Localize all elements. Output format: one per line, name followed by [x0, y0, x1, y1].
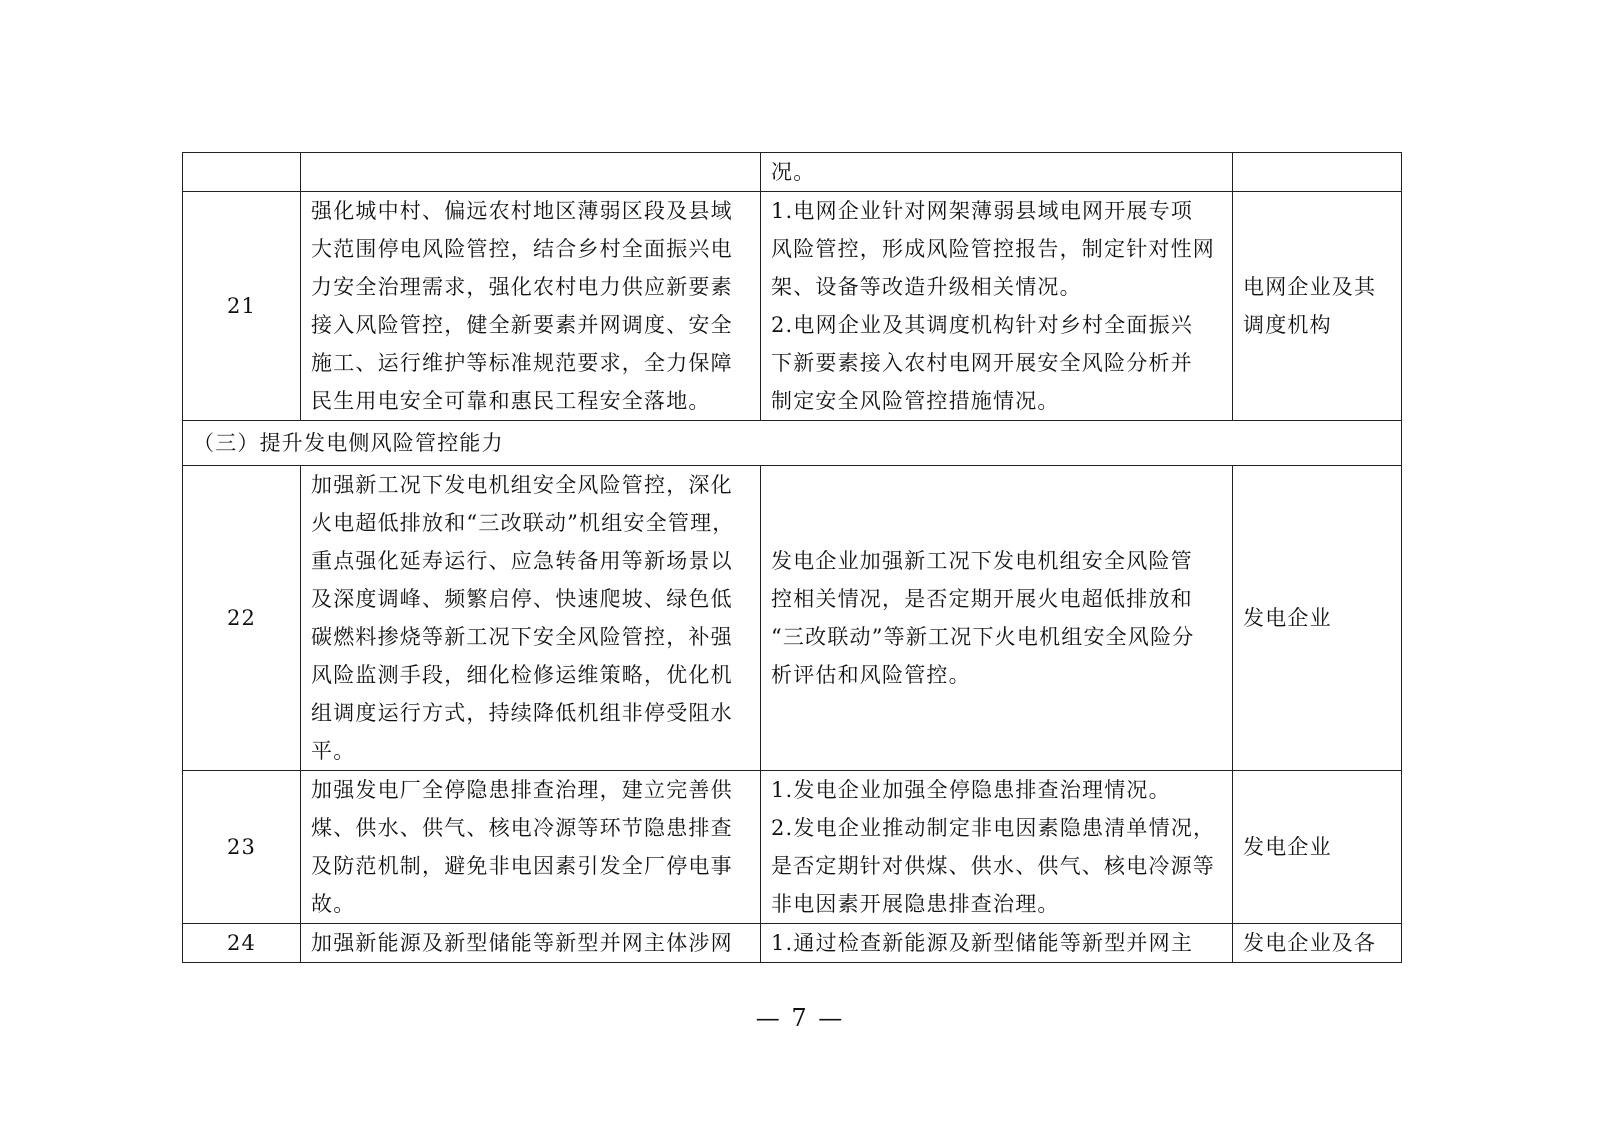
task-table	[182, 152, 1402, 963]
responsible-line: 发电企业	[1243, 606, 1332, 630]
check-line: 1.发电企业加强全停隐患排查治理情况。	[771, 778, 1171, 802]
task-line: 加强新能源及新型储能等新型并网主体涉网	[311, 931, 733, 955]
responsible-cell	[1233, 924, 1402, 963]
table-row-continuation	[183, 153, 1402, 192]
row-number-cell: 23	[183, 771, 301, 924]
task-cell	[301, 771, 761, 924]
task-line: 碳燃料掺烧等新工况下安全风险管控，补强	[311, 625, 733, 649]
task-line: 风险监测手段，细化检修运维策略，优化机	[311, 663, 733, 687]
task-line: 火电超低排放和“三改联动”机组安全管理，	[311, 511, 735, 535]
check-line: 析评估和风险管控。	[771, 663, 971, 687]
responsible-cell	[1233, 153, 1402, 192]
task-line: 及防范机制，避免非电因素引发全厂停电事	[311, 854, 733, 878]
check-line: 2.发电企业推动制定非电因素隐患清单情况，	[771, 816, 1216, 840]
check-line: 架、设备等改造升级相关情况。	[771, 275, 1082, 299]
task-line: 民生用电安全可靠和惠民工程安全落地。	[311, 389, 711, 413]
task-line: 故。	[311, 892, 356, 916]
task-cell	[301, 466, 761, 771]
task-line: 煤、供水、供气、核电冷源等环节隐患排查	[311, 816, 733, 840]
check-cell: 况。	[761, 153, 1233, 192]
responsible-line: 发电企业	[1243, 835, 1332, 859]
task-line: 大范围停电风险管控，结合乡村全面振兴电	[311, 237, 733, 261]
task-line: 施工、运行维护等标准规范要求，全力保障	[311, 351, 733, 375]
check-line: 2.电网企业及其调度机构针对乡村全面振兴	[771, 313, 1194, 337]
check-line: 非电因素开展隐患排查治理。	[771, 892, 1060, 916]
check-line: 1.通过检查新能源及新型储能等新型并网主	[771, 931, 1194, 955]
responsible-line: 调度机构	[1243, 313, 1332, 337]
check-line: 风险管控，形成风险管控报告，制定针对性网	[771, 237, 1215, 261]
check-line: 制定安全风险管控措施情况。	[771, 389, 1060, 413]
task-cell	[301, 924, 761, 963]
check-cell	[761, 771, 1233, 924]
row-number-cell	[183, 153, 301, 192]
check-line: 控相关情况，是否定期开展火电超低排放和	[771, 587, 1193, 611]
table-row-23	[183, 771, 1402, 924]
task-cell	[301, 192, 761, 421]
check-cell	[761, 924, 1233, 963]
check-line: 1.电网企业针对网架薄弱县域电网开展专项	[771, 199, 1194, 223]
task-line: 组调度运行方式，持续降低机组非停受阻水	[311, 701, 733, 725]
responsible-cell	[1233, 771, 1402, 924]
table-row-22	[183, 466, 1402, 771]
row-number-cell: 24	[183, 924, 301, 963]
check-line: 下新要素接入农村电网开展安全风险分析并	[771, 351, 1193, 375]
check-line: “三改联动”等新工况下火电机组安全风险分	[771, 625, 1195, 649]
task-line: 重点强化延寿运行、应急转备用等新场景以	[311, 549, 733, 573]
check-line: 是否定期针对供煤、供水、供气、核电冷源等	[771, 854, 1215, 878]
row-number-cell: 22	[183, 466, 301, 771]
task-line: 强化城中村、偏远农村地区薄弱区段及县域	[311, 199, 733, 223]
task-line: 接入风险管控，健全新要素并网调度、安全	[311, 313, 733, 337]
page-number: — 7 —	[755, 1004, 845, 1032]
check-cell	[761, 192, 1233, 421]
task-line: 平。	[311, 739, 356, 763]
task-line: 加强发电厂全停隐患排查治理，建立完善供	[311, 778, 733, 802]
task-cell	[301, 153, 761, 192]
row-number-cell: 21	[183, 192, 301, 421]
responsible-cell	[1233, 192, 1402, 421]
table-row-21	[183, 192, 1402, 421]
check-cell	[761, 466, 1233, 771]
table-row-24	[183, 924, 1402, 963]
task-line: 加强新工况下发电机组安全风险管控，深化	[311, 473, 733, 497]
check-line: 发电企业加强新工况下发电机组安全风险管	[771, 549, 1193, 573]
task-line: 力安全治理需求，强化农村电力供应新要素	[311, 275, 733, 299]
responsible-line: 电网企业及其	[1243, 275, 1377, 299]
responsible-cell	[1233, 466, 1402, 771]
section-header-row	[183, 421, 1402, 466]
responsible-line: 发电企业及各	[1243, 931, 1377, 955]
section-title: （三）提升发电侧风险管控能力	[183, 421, 1402, 466]
task-line: 及深度调峰、频繁启停、快速爬坡、绿色低	[311, 587, 733, 611]
